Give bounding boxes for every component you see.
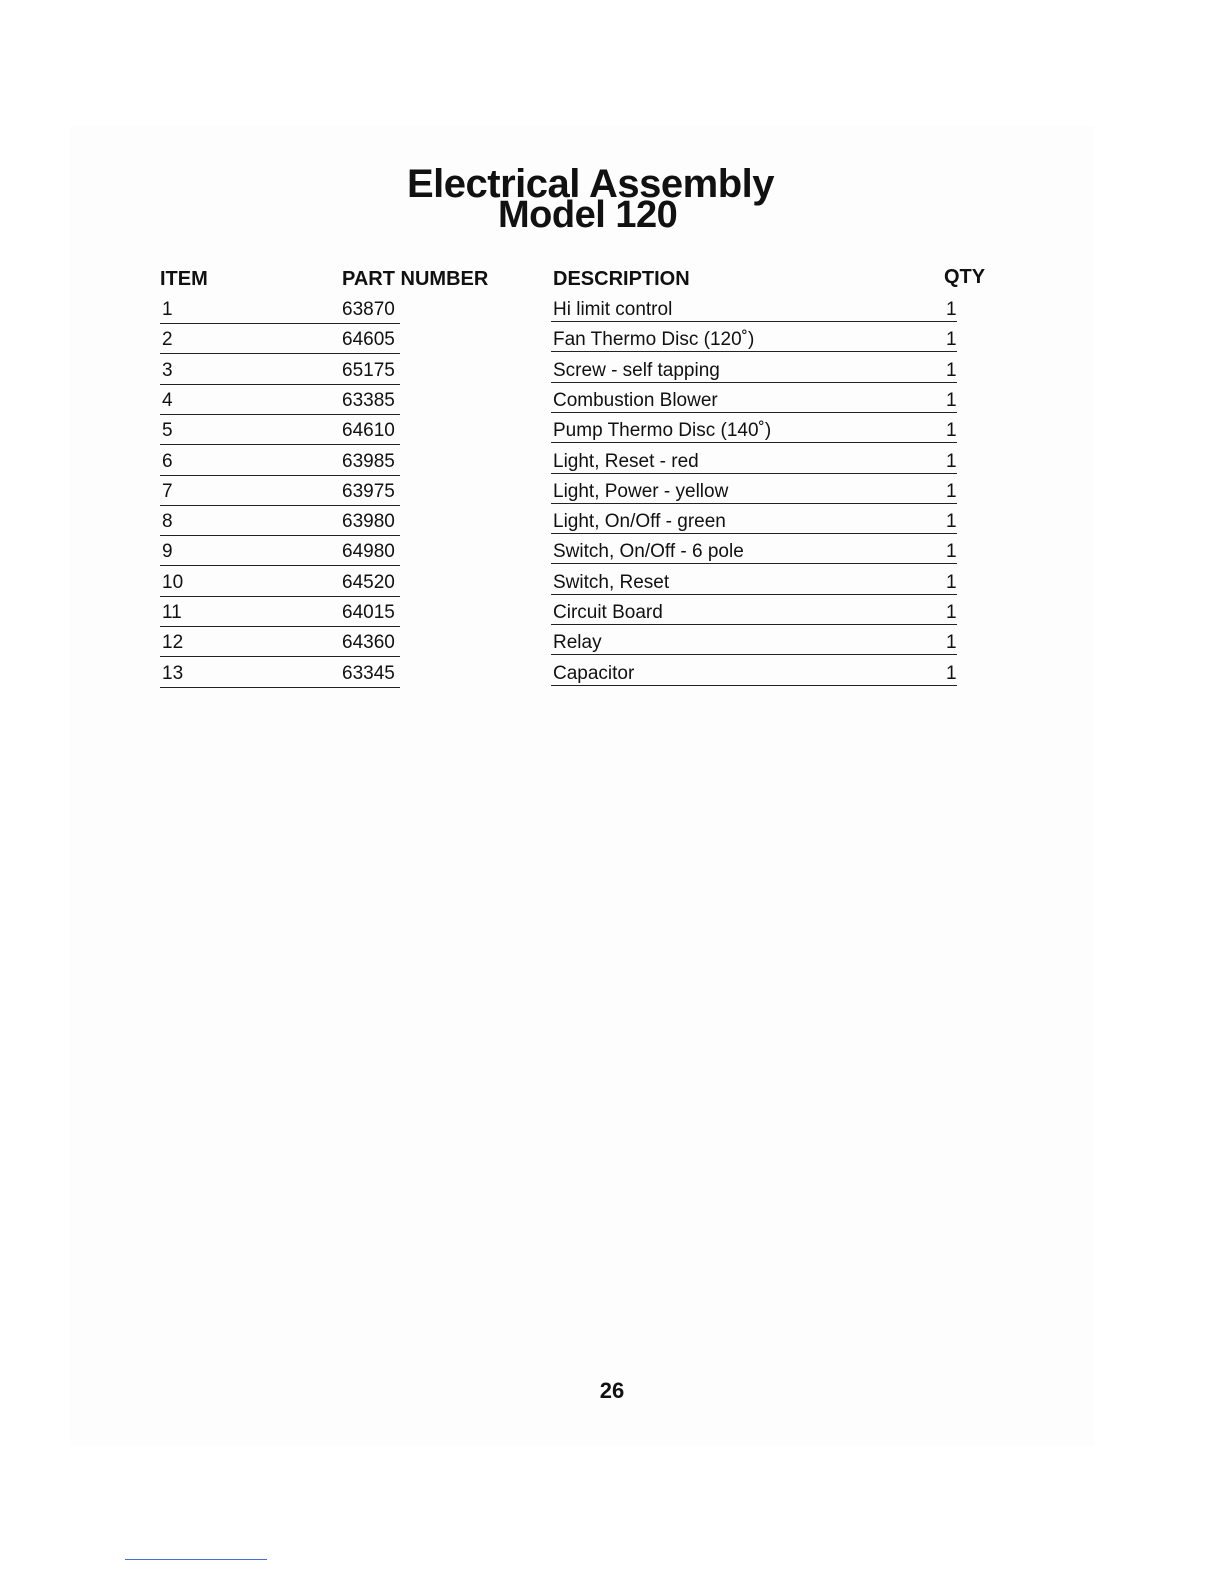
qty-cell: 1 — [946, 420, 957, 441]
table-row — [0, 663, 1224, 693]
item-cell: 8 — [162, 511, 173, 532]
row-rule-left — [160, 414, 400, 415]
row-rule-right — [551, 412, 957, 413]
row-rule-left — [160, 535, 400, 536]
item-cell: 9 — [162, 541, 173, 562]
row-rule-left — [160, 596, 400, 597]
description-cell: Hi limit control — [553, 299, 673, 320]
qty-cell: 1 — [946, 632, 957, 653]
description-cell: Fan Thermo Disc (120˚) — [553, 329, 755, 350]
part-number-cell: 63870 — [342, 299, 395, 320]
table-row — [0, 541, 1224, 571]
description-cell: Light, On/Off - green — [553, 511, 726, 532]
table-row — [0, 329, 1224, 359]
item-cell: 10 — [162, 572, 184, 593]
row-rule-right — [551, 594, 957, 595]
table-row — [0, 511, 1224, 541]
row-rule-right — [551, 654, 957, 655]
row-rule-right — [551, 563, 957, 564]
row-rule-left — [160, 323, 400, 324]
row-rule-right — [551, 442, 957, 443]
description-cell: Switch, On/Off - 6 pole — [553, 541, 744, 562]
row-rule-left — [160, 687, 400, 688]
qty-cell: 1 — [946, 511, 957, 532]
row-rule-right — [551, 382, 957, 383]
row-rule-left — [160, 505, 400, 506]
part-number-cell: 65175 — [342, 360, 395, 381]
description-cell: Circuit Board — [553, 602, 663, 623]
qty-cell: 1 — [946, 451, 957, 472]
table-row — [0, 602, 1224, 632]
part-number-cell: 63975 — [342, 481, 395, 502]
part-number-cell: 63345 — [342, 663, 395, 684]
item-cell: 3 — [162, 360, 173, 381]
description-cell: Relay — [553, 632, 602, 653]
header-item: ITEM — [160, 268, 208, 290]
row-rule-left — [160, 626, 400, 627]
description-cell: Screw - self tapping — [553, 360, 720, 381]
qty-cell: 1 — [946, 572, 957, 593]
description-cell: Light, Power - yellow — [553, 481, 729, 502]
header-part-number: PART NUMBER — [342, 268, 489, 290]
part-number-cell: 63985 — [342, 451, 395, 472]
row-rule-right — [551, 321, 957, 322]
item-cell: 13 — [162, 663, 184, 684]
item-cell: 7 — [162, 481, 173, 502]
item-cell: 5 — [162, 420, 173, 441]
description-cell: Light, Reset - red — [553, 451, 699, 472]
row-rule-left — [160, 475, 400, 476]
qty-cell: 1 — [946, 360, 957, 381]
table-row — [0, 360, 1224, 390]
description-cell: Switch, Reset — [553, 572, 670, 593]
part-number-cell: 63385 — [342, 390, 395, 411]
table-row — [0, 420, 1224, 450]
table-row — [0, 481, 1224, 511]
part-number-cell: 64610 — [342, 420, 395, 441]
part-number-cell: 64605 — [342, 329, 395, 350]
row-rule-right — [551, 533, 957, 534]
item-cell: 12 — [162, 632, 184, 653]
item-cell: 11 — [162, 602, 182, 623]
header-description: DESCRIPTION — [553, 268, 690, 290]
page-number: 26 — [599, 1378, 625, 1403]
qty-cell: 1 — [946, 663, 957, 684]
qty-cell: 1 — [946, 541, 957, 562]
row-rule-right — [551, 503, 957, 504]
item-cell: 2 — [162, 329, 173, 350]
part-number-cell: 64015 — [342, 602, 395, 623]
table-row — [0, 632, 1224, 662]
item-cell: 4 — [162, 390, 173, 411]
table-row — [0, 451, 1224, 481]
row-rule-left — [160, 384, 400, 385]
document-title: Electrical Assembly — [407, 162, 775, 206]
part-number-cell: 64520 — [342, 572, 395, 593]
part-number-cell: 63980 — [342, 511, 395, 532]
row-rule-right — [551, 685, 957, 686]
item-cell: 1 — [162, 299, 173, 320]
row-rule-right — [551, 351, 957, 352]
qty-cell: 1 — [946, 299, 957, 320]
description-cell: Combustion Blower — [553, 390, 718, 411]
row-rule-right — [551, 624, 957, 625]
document-subtitle: Model 120 — [498, 194, 678, 236]
part-number-cell: 64980 — [342, 541, 395, 562]
row-rule-right — [551, 473, 957, 474]
header-qty: QTY — [944, 266, 986, 288]
row-rule-left — [160, 444, 400, 445]
description-cell: Capacitor — [553, 663, 635, 684]
footer-rule — [125, 1559, 267, 1560]
row-rule-left — [160, 565, 400, 566]
part-number-cell: 64360 — [342, 632, 395, 653]
table-row — [0, 390, 1224, 420]
qty-cell: 1 — [946, 329, 957, 350]
row-rule-left — [160, 656, 400, 657]
row-rule-left — [160, 353, 400, 354]
qty-cell: 1 — [946, 481, 957, 502]
table-row — [0, 299, 1224, 329]
item-cell: 6 — [162, 451, 173, 472]
qty-cell: 1 — [946, 390, 957, 411]
qty-cell: 1 — [946, 602, 957, 623]
table-row — [0, 572, 1224, 602]
description-cell: Pump Thermo Disc (140˚) — [553, 420, 772, 441]
